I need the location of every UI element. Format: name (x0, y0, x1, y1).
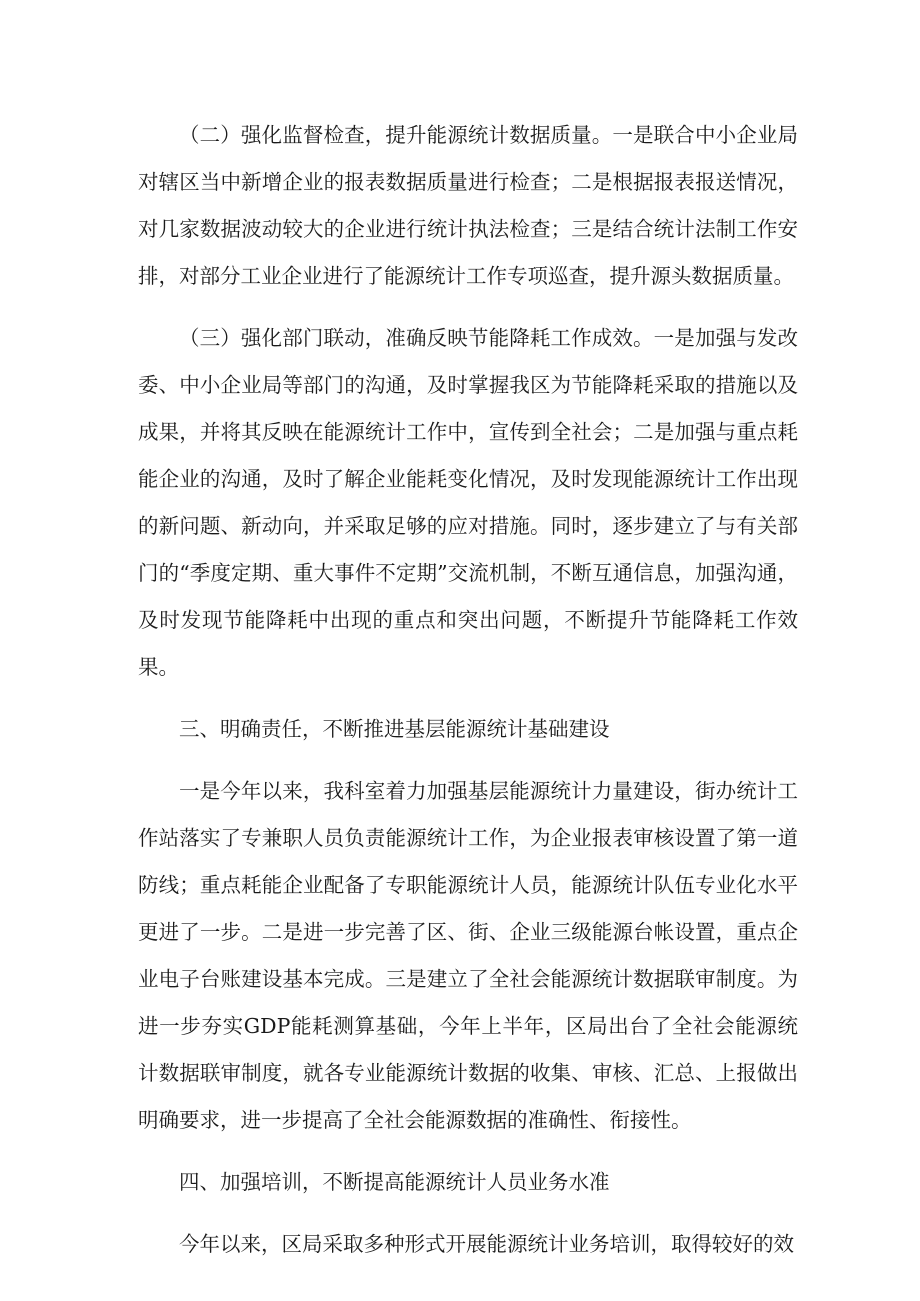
section-heading-3: 三、明确责任，不断推进基层能源统计基础建设 (179, 717, 610, 741)
paragraph-grassroots: 一是今年以来，我科室着力加强基层能源统计力量建设，街办统计工作站落实了专兼职人员负责能源统计工作，为企业报表审核设置了第一道防线；重点耗能企业配备了专职能源统计人员，能源统计队伍专业化水平更进了一步。二是进一步完善了区、街、企业三级能源台帐设置，重点企业电子台账建设基本完成。三是建立了全社会能源统计数据联审制度。为进一步夯实GDP能耗测算基础，今年上半年，区局出台了全社会能源统计数据联审制度，就各专业能源统计数据的收集、审核、汇总、上报做出明确要求，进一步提高了全社会能源数据的准确性、衔接性。 (138, 779, 798, 1132)
paragraph-training: 今年以来，区局采取多种形式开展能源统计业务培训，取得较好的效 (179, 1232, 794, 1256)
section-heading-4: 四、加强培训，不断提高能源统计人员业务水准 (179, 1170, 610, 1194)
document-body (138, 112, 798, 1283)
paragraph-coordination: （三）强化部门联动，准确反映节能降耗工作成效。一是加强与发改委、中小企业局等部门的沟通，及时掌握我区为节能降耗采取的措施以及成果，并将其反映在能源统计工作中，宣传到全社会；二是加强与重点耗能企业的沟通，及时了解企业能耗变化情况，及时发现能源统计工作出现的新问题、新动向，并采取足够的应对措施。同时，逐步建立了与有关部门的“季度定期、重大事件不定期”交流机制，不断互通信息，加强沟通，及时发现节能降耗中出现的重点和突出问题，不断提升节能降耗工作效果。 (138, 326, 798, 679)
paragraph-supervision: （二）强化监督检查，提升能源统计数据质量。一是联合中小企业局对辖区当中新增企业的报表数据质量进行检查；二是根据报表报送情况，对几家数据波动较大的企业进行统计执法检查；三是结合统计法制工作安排，对部分工业企业进行了能源统计工作专项巡查，提升源头数据质量。 (138, 123, 798, 288)
